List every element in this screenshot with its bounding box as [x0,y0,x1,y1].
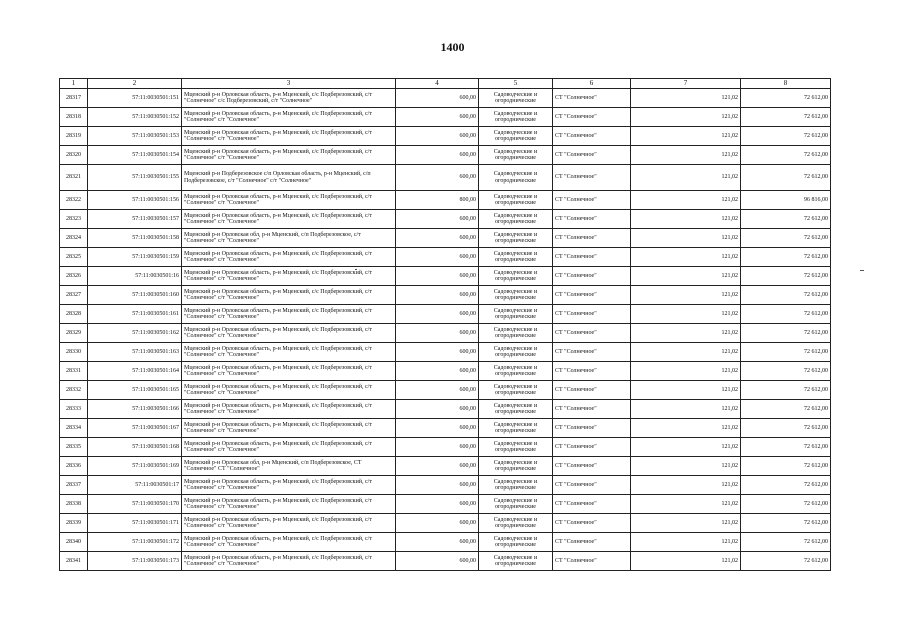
area-cell: 600,00 [396,457,479,476]
cadastral-number-cell: 57:11:0030501:169 [88,457,182,476]
table-row [60,457,831,476]
address-cell: Мценский р-н Орловская область, р-н Мценский, с/с Подберезовский, с/т "Солнечное" с/т "Солнечное" [182,438,396,457]
land-use-cell: Садоводческие и огороднические [479,229,553,248]
unit-value-cell: 121,02 [631,305,741,324]
cadastral-value-cell: 72 612,00 [741,400,831,419]
partnership-cell: СТ "Солнечное" [553,419,631,438]
cadastral-value-cell: 72 612,00 [741,362,831,381]
record-number-cell: 28332 [60,381,88,400]
address-cell: Мценский р-н Орловская область, р-н Мценский, с/с Подберезовский, с/т "Солнечное" с/т "Солнечное" [182,343,396,362]
partnership-cell: СТ "Солнечное" [553,127,631,146]
area-cell: 600,00 [396,438,479,457]
table-row [60,191,831,210]
partnership-cell: СТ "Солнечное" [553,305,631,324]
land-use-cell: Садоводческие и огороднические [479,127,553,146]
address-cell: Мценский р-н Орловская область, р-н Мценский, с/с Подберезовский, с/т "Солнечное" с/т "Солнечное" [182,419,396,438]
address-cell: Мценский р-н Орловская область, р-н Мценский, с/с Подберезовский, с/т "Солнечное" с/т "Солнечное" [182,248,396,267]
cadastral-number-cell: 57:11:0030501:155 [88,165,182,191]
land-use-cell: Садоводческие и огороднические [479,108,553,127]
cadastral-value-cell: 72 612,00 [741,248,831,267]
cadastral-number-cell: 57:11:0030501:17 [88,476,182,495]
record-number-cell: 28325 [60,248,88,267]
address-cell: Мценский р-н Орловская область, р-н Мценский, с/с Подберезовский, с/т "Солнечное" с/т "Солнечное" [182,362,396,381]
table-row [60,286,831,305]
address-cell: Мценский р-н Орловская обл, р-н Мценский, с/п Подберезовское, с/т "Солнечное" с/т "Солнечное" [182,229,396,248]
area-cell: 800,00 [396,191,479,210]
record-number-cell: 28334 [60,419,88,438]
area-cell: 600,00 [396,514,479,533]
area-cell: 600,00 [396,343,479,362]
area-cell: 600,00 [396,89,479,108]
address-cell: Мценский р-н Орловская область, р-н Мценский, с/с Подберезовский, с/т "Солнечное" с/т "Солнечное" [182,305,396,324]
partnership-cell: СТ "Солнечное" [553,210,631,229]
unit-value-cell: 121,02 [631,146,741,165]
table-row [60,324,831,343]
scan-mark [355,269,357,270]
cadastral-number-cell: 57:11:0030501:156 [88,191,182,210]
cadastral-value-cell: 72 612,00 [741,127,831,146]
area-cell: 600,00 [396,400,479,419]
area-cell: 600,00 [396,165,479,191]
table-row [60,229,831,248]
table-row [60,438,831,457]
cadastral-number-cell: 57:11:0030501:16 [88,267,182,286]
cadastral-value-cell: 72 612,00 [741,146,831,165]
record-number-cell: 28326 [60,267,88,286]
address-cell: Мценский р-н Орловская обл, р-н Мценский, с/п Подберезовское, СТ "Солнечное" СТ "Солнечное" [182,457,396,476]
address-cell: Мценский р-н Орловская область, р-н Мценский, с/с Подберезовский, с/т "Солнечное" с/т "Солнечное" [182,267,396,286]
address-cell: Мценский р-н Орловская область, р-н Мценский, с/с Подберезовский, с/т "Солнечное" с/т "Солнечное" [182,286,396,305]
land-use-cell: Садоводческие и огороднические [479,324,553,343]
cadastral-number-cell: 57:11:0030501:152 [88,108,182,127]
table-row [60,552,831,571]
table-row [60,343,831,362]
unit-value-cell: 121,02 [631,267,741,286]
cadastral-value-cell: 72 612,00 [741,533,831,552]
cadastral-value-cell: 72 612,00 [741,165,831,191]
unit-value-cell: 121,02 [631,89,741,108]
record-number-cell: 28319 [60,127,88,146]
cadastral-number-cell: 57:11:0030501:153 [88,127,182,146]
table-row [60,267,831,286]
address-cell: Мценский р-н Орловская область, р-н Мценский, с/с Подберезовский, с/т "Солнечное" с/т "Солнечное" [182,381,396,400]
record-number-cell: 28340 [60,533,88,552]
area-cell: 600,00 [396,476,479,495]
cadastral-value-cell: 72 612,00 [741,343,831,362]
land-use-cell: Садоводческие и огороднические [479,165,553,191]
record-number-cell: 28341 [60,552,88,571]
address-cell: Мценский р-н Орловская область, р-н Мценский, с/с Подберезовский, с/т "Солнечное" с/т "Солнечное" [182,495,396,514]
partnership-cell: СТ "Солнечное" [553,89,631,108]
table-row [60,514,831,533]
address-cell: Мценский р-н Орловская область, р-н Мценский, с/с Подберезовский, с/т "Солнечное" с/т "Солнечное" [182,476,396,495]
table-row [60,89,831,108]
cadastral-value-cell: 72 612,00 [741,495,831,514]
cadastral-value-cell: 72 612,00 [741,286,831,305]
unit-value-cell: 121,02 [631,343,741,362]
partnership-cell: СТ "Солнечное" [553,438,631,457]
area-cell: 600,00 [396,229,479,248]
land-use-cell: Садоводческие и огороднические [479,248,553,267]
cadastral-number-cell: 57:11:0030501:151 [88,89,182,108]
partnership-cell: СТ "Солнечное" [553,495,631,514]
table-row [60,210,831,229]
unit-value-cell: 121,02 [631,191,741,210]
address-cell: Мценский р-н Орловская область, р-н Мценский, с/с Подберезовский, с/т "Солнечное" с/т "Солнечное" [182,533,396,552]
cadastral-number-cell: 57:11:0030501:161 [88,305,182,324]
table-row [60,400,831,419]
cadastral-value-cell: 72 612,00 [741,457,831,476]
partnership-cell: СТ "Солнечное" [553,229,631,248]
column-header: 4 [396,79,479,89]
land-use-cell: Садоводческие и огороднические [479,476,553,495]
land-use-cell: Садоводческие и огороднические [479,552,553,571]
land-use-cell: Садоводческие и огороднические [479,362,553,381]
column-header: 1 [60,79,88,89]
land-use-cell: Садоводческие и огороднические [479,457,553,476]
partnership-cell: СТ "Солнечное" [553,324,631,343]
table-row [60,419,831,438]
land-use-cell: Садоводческие и огороднические [479,286,553,305]
unit-value-cell: 121,02 [631,229,741,248]
unit-value-cell: 121,02 [631,286,741,305]
column-header: 7 [631,79,741,89]
partnership-cell: СТ "Солнечное" [553,533,631,552]
address-cell: Мценский р-н Орловская область, р-н Мценский, с/с Подберезовский, с/т "Солнечное" с/т "Солнечное" [182,514,396,533]
area-cell: 600,00 [396,108,479,127]
cadastral-number-cell: 57:11:0030501:165 [88,381,182,400]
cadastral-value-cell: 72 612,00 [741,552,831,571]
area-cell: 600,00 [396,305,479,324]
cadastral-value-cell: 72 612,00 [741,514,831,533]
scan-mark [860,270,864,271]
area-cell: 600,00 [396,248,479,267]
area-cell: 600,00 [396,286,479,305]
column-header: 6 [553,79,631,89]
cadastral-value-cell: 72 612,00 [741,476,831,495]
land-use-cell: Садоводческие и огороднические [479,343,553,362]
record-number-cell: 28328 [60,305,88,324]
land-use-cell: Садоводческие и огороднические [479,210,553,229]
cadastral-value-cell: 72 612,00 [741,324,831,343]
area-cell: 600,00 [396,267,479,286]
area-cell: 600,00 [396,552,479,571]
table-row [60,165,831,191]
address-cell: Мценский р-н Орловская область, р-н Мценский, с/с Подберезовский, с/т "Солнечное" с/т "Солнечное" [182,324,396,343]
partnership-cell: СТ "Солнечное" [553,552,631,571]
partnership-cell: СТ "Солнечное" [553,286,631,305]
area-cell: 600,00 [396,146,479,165]
column-header: 2 [88,79,182,89]
cadastral-value-cell: 72 612,00 [741,419,831,438]
cadastral-number-cell: 57:11:0030501:157 [88,210,182,229]
address-cell: Мценский р-н Орловская область, р-н Мценский, с/с Подберезовский, с/т "Солнечное" с/т "Солнечное" [182,552,396,571]
address-cell: Мценский р-н Орловская область, р-н Мценский, с/с Подберезовский, с/т "Солнечное" с/с Подберезовский, с/т "Солнечное" [182,89,396,108]
record-number-cell: 28336 [60,457,88,476]
unit-value-cell: 121,02 [631,400,741,419]
address-cell: Мценский р-н Орловская область, р-н Мценский, с/с Подберезовский, с/т "Солнечное" с/т "Солнечное" [182,146,396,165]
table-row [60,533,831,552]
cadastral-value-cell: 72 612,00 [741,210,831,229]
cadastral-number-cell: 57:11:0030501:162 [88,324,182,343]
record-number-cell: 28331 [60,362,88,381]
partnership-cell: СТ "Солнечное" [553,343,631,362]
unit-value-cell: 121,02 [631,381,741,400]
land-use-cell: Садоводческие и огороднические [479,495,553,514]
area-cell: 600,00 [396,419,479,438]
unit-value-cell: 121,02 [631,552,741,571]
record-number-cell: 28317 [60,89,88,108]
partnership-cell: СТ "Солнечное" [553,400,631,419]
land-use-cell: Садоводческие и огороднические [479,89,553,108]
land-use-cell: Садоводческие и огороднические [479,419,553,438]
table-row [60,108,831,127]
partnership-cell: СТ "Солнечное" [553,267,631,286]
partnership-cell: СТ "Солнечное" [553,381,631,400]
cadastral-number-cell: 57:11:0030501:159 [88,248,182,267]
cadastral-number-cell: 57:11:0030501:168 [88,438,182,457]
table-row [60,248,831,267]
cadastral-value-cell: 72 612,00 [741,305,831,324]
area-cell: 600,00 [396,362,479,381]
unit-value-cell: 121,02 [631,476,741,495]
land-use-cell: Садоводческие и огороднические [479,400,553,419]
unit-value-cell: 121,02 [631,514,741,533]
record-number-cell: 28335 [60,438,88,457]
cadastral-number-cell: 57:11:0030501:158 [88,229,182,248]
unit-value-cell: 121,02 [631,495,741,514]
unit-value-cell: 121,02 [631,127,741,146]
cadastral-number-cell: 57:11:0030501:172 [88,533,182,552]
cadastral-value-cell: 96 816,00 [741,191,831,210]
column-header: 3 [182,79,396,89]
unit-value-cell: 121,02 [631,165,741,191]
table-row [60,362,831,381]
address-cell: Мценский р-н Орловская область, р-н Мценский, с/с Подберезовский, с/т "Солнечное" с/т "Солнечное" [182,191,396,210]
land-use-cell: Садоводческие и огороднические [479,438,553,457]
table-row [60,305,831,324]
unit-value-cell: 121,02 [631,210,741,229]
column-header: 8 [741,79,831,89]
table-row [60,381,831,400]
unit-value-cell: 121,02 [631,324,741,343]
record-number-cell: 28323 [60,210,88,229]
address-cell: Мценский р-н Орловская область, р-н Мценский, с/с Подберезовский, с/т "Солнечное" с/т "Солнечное" [182,127,396,146]
unit-value-cell: 121,02 [631,457,741,476]
area-cell: 600,00 [396,324,479,343]
cadastral-value-cell: 72 612,00 [741,89,831,108]
record-number-cell: 28338 [60,495,88,514]
partnership-cell: СТ "Солнечное" [553,165,631,191]
cadastral-number-cell: 57:11:0030501:167 [88,419,182,438]
partnership-cell: СТ "Солнечное" [553,146,631,165]
table-row [60,127,831,146]
unit-value-cell: 121,02 [631,533,741,552]
cadastral-value-cell: 72 612,00 [741,229,831,248]
unit-value-cell: 121,02 [631,108,741,127]
table-row [60,146,831,165]
land-plots-table [59,78,831,571]
partnership-cell: СТ "Солнечное" [553,191,631,210]
area-cell: 600,00 [396,495,479,514]
address-cell: Мценский р-н Орловская область, р-н Мценский, с/с Подберезовский, с/т "Солнечное" с/т "Солнечное" [182,210,396,229]
cadastral-number-cell: 57:11:0030501:170 [88,495,182,514]
address-cell: Мценский р-н Подберезовское с/п Орловская область, р-н Мценский, с/п Подберезовское, с/т "Солнечное" с/т "Солнечное" [182,165,396,191]
cadastral-number-cell: 57:11:0030501:154 [88,146,182,165]
unit-value-cell: 121,02 [631,438,741,457]
area-cell: 600,00 [396,127,479,146]
cadastral-number-cell: 57:11:0030501:163 [88,343,182,362]
land-use-cell: Садоводческие и огороднические [479,191,553,210]
record-number-cell: 28337 [60,476,88,495]
unit-value-cell: 121,02 [631,419,741,438]
record-number-cell: 28339 [60,514,88,533]
partnership-cell: СТ "Солнечное" [553,362,631,381]
unit-value-cell: 121,02 [631,362,741,381]
partnership-cell: СТ "Солнечное" [553,108,631,127]
partnership-cell: СТ "Солнечное" [553,457,631,476]
record-number-cell: 28327 [60,286,88,305]
address-cell: Мценский р-н Орловская область, р-н Мценский, с/с Подберезовский, с/т "Солнечное" с/т "Солнечное" [182,108,396,127]
record-number-cell: 28329 [60,324,88,343]
column-number-header-row [60,79,831,89]
land-use-cell: Садоводческие и огороднические [479,146,553,165]
cadastral-value-cell: 72 612,00 [741,267,831,286]
table-row [60,495,831,514]
land-use-cell: Садоводческие и огороднические [479,514,553,533]
address-cell: Мценский р-н Орловская область, р-н Мценский, с/с Подберезовский, с/т "Солнечное" с/т "Солнечное" [182,400,396,419]
unit-value-cell: 121,02 [631,248,741,267]
land-use-cell: Садоводческие и огороднические [479,267,553,286]
partnership-cell: СТ "Солнечное" [553,248,631,267]
land-use-cell: Садоводческие и огороднические [479,305,553,324]
area-cell: 600,00 [396,381,479,400]
area-cell: 600,00 [396,533,479,552]
land-use-cell: Садоводческие и огороднические [479,533,553,552]
partnership-cell: СТ "Солнечное" [553,476,631,495]
table-row [60,476,831,495]
record-number-cell: 28320 [60,146,88,165]
cadastral-number-cell: 57:11:0030501:171 [88,514,182,533]
area-cell: 600,00 [396,210,479,229]
cadastral-number-cell: 57:11:0030501:166 [88,400,182,419]
record-number-cell: 28333 [60,400,88,419]
cadastral-value-cell: 72 612,00 [741,438,831,457]
record-number-cell: 28322 [60,191,88,210]
page-number: 1400 [440,40,465,54]
record-number-cell: 28330 [60,343,88,362]
record-number-cell: 28321 [60,165,88,191]
cadastral-number-cell: 57:11:0030501:160 [88,286,182,305]
land-use-cell: Садоводческие и огороднические [479,381,553,400]
partnership-cell: СТ "Солнечное" [553,514,631,533]
column-header: 5 [479,79,553,89]
cadastral-value-cell: 72 612,00 [741,108,831,127]
cadastral-value-cell: 72 612,00 [741,381,831,400]
record-number-cell: 28318 [60,108,88,127]
cadastral-number-cell: 57:11:0030501:164 [88,362,182,381]
record-number-cell: 28324 [60,229,88,248]
cadastral-number-cell: 57:11:0030501:173 [88,552,182,571]
